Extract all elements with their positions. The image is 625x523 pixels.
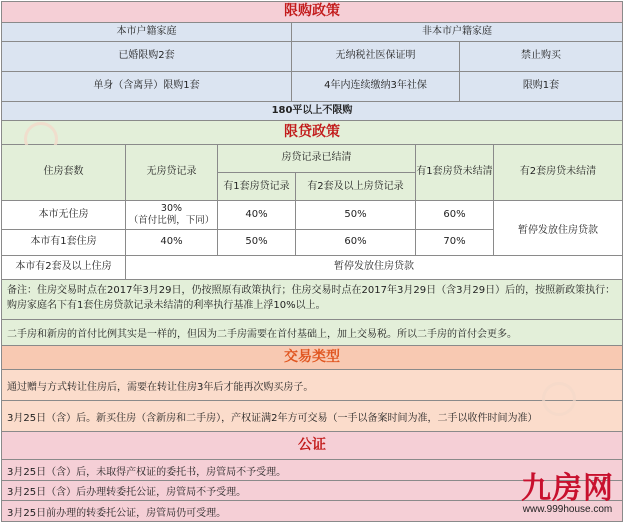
two-record-ratio: 50% [296, 201, 416, 229]
row-label: 本市无住房 [2, 201, 126, 229]
suspend-loan-all: 暂停发放住房贷款 [334, 261, 414, 273]
nonlocal-ban: 禁止购买 [521, 50, 561, 62]
one-unsettled-ratio: 60% [416, 201, 494, 229]
col-no-record: 无房贷记录 [126, 145, 218, 200]
watermark-logo [542, 382, 576, 416]
logo-url: www.999house.com [522, 504, 613, 515]
col-one-record: 有1套房贷记录 [218, 173, 296, 201]
local-single-limit: 单身（含离异）限购1套 [2, 72, 292, 101]
large-area-unlimited: 180平以上不限购 [271, 104, 353, 116]
loan-header-row [2, 145, 622, 201]
policy-sheet [1, 1, 623, 522]
logo-mark: 九房网 [521, 471, 614, 506]
loan-note: 备注：住房交易时点在2017年3月29日，仍按照原有政策执行；住房交易时点在2017年3月29日（含3月29日）后的，按照新政策执行：购房家庭名下有1套住房贷款记录未结清的利率执行基准上浮10%以上。 [7, 285, 616, 311]
trade-gift-rule: 通过赠与方式转让住房后，需要在转让住房3年后才能再次购买房子。 [7, 381, 314, 393]
col-settled: 房贷记录已结清 [218, 145, 416, 173]
purchase-title: 限购政策 [284, 3, 340, 20]
one-unsettled-ratio: 70% [416, 230, 494, 255]
local-married-limit: 已婚限购2套 [2, 42, 292, 71]
loan-note2-row [2, 320, 622, 346]
site-logo [521, 471, 614, 515]
one-record-ratio: 40% [218, 201, 296, 229]
purchase-title-row [2, 2, 622, 23]
col-one-unsettled: 有1套房贷未结清 [416, 145, 494, 200]
trade-two-year-rule: 3月25日（含）后。新买住房（含新房和二手房），产权证满2年方可交易（一手以备案时间为准，二手以收件时间为准） [7, 412, 538, 424]
nonlocal-no-tax-proof: 无纳税社医保证明 [292, 42, 460, 71]
purchase-row-3 [2, 102, 622, 121]
nonlocal-social-security: 4年内连续缴纳3年社保 [292, 72, 460, 101]
no-record-ratio: 40% [126, 230, 218, 255]
notary-rule-2: 3月25日（含）后办理转委托公证，房管局不予受理。 [7, 487, 247, 498]
col-two-plus-record: 有2套及以上房贷记录 [296, 173, 416, 201]
trade-title: 交易类型 [284, 348, 340, 365]
one-record-ratio: 50% [218, 230, 296, 255]
nonlocal-family-header: 非本市户籍家庭 [422, 25, 492, 37]
suspend-loan-cell: 暂停发放住房贷款 [494, 201, 622, 256]
trade-row-1 [2, 370, 622, 401]
trade-title-row [2, 346, 622, 370]
loan-note-row [2, 280, 622, 320]
notary-title: 公证 [298, 436, 326, 453]
purchase-row-2 [2, 72, 622, 102]
loan-note-2: 二手房和新房的首付比例其实是一样的，但因为二手房需要在首付基础上，加上交易税。所以二手房的首付会更多。 [7, 329, 517, 340]
notary-rule-1: 3月25日（含）后，未取得产权证的委托书，房管局不予受理。 [7, 466, 287, 478]
col-homes: 住房套数 [2, 145, 126, 200]
col-two-unsettled: 有2套房贷未结清 [519, 166, 597, 178]
loan-title-row [2, 121, 622, 145]
table-row [2, 256, 622, 280]
loan-title: 限贷政策 [284, 123, 340, 140]
purchase-row-1 [2, 42, 622, 72]
notary-title-row [2, 432, 622, 460]
notary-rule-3: 3月25日前办理的转委托公证，房管局仍可受理。 [7, 507, 227, 519]
row-label: 本市有1套住房 [2, 230, 126, 255]
local-family-header: 本市户籍家庭 [2, 23, 292, 41]
purchase-header-row [2, 23, 622, 42]
row-label: 本市有2套及以上住房 [2, 256, 126, 279]
nonlocal-limit-one: 限购1套 [522, 80, 560, 92]
two-record-ratio: 60% [296, 230, 416, 255]
no-record-ratio: 30% （首付比例，下同） [126, 201, 218, 229]
trade-row-2 [2, 401, 622, 432]
